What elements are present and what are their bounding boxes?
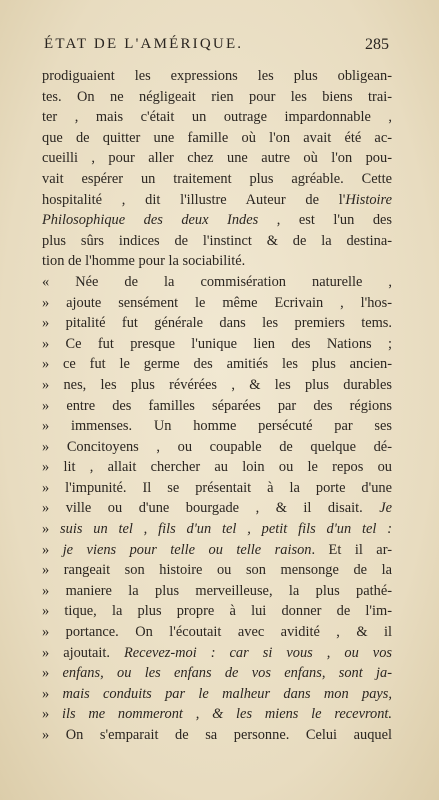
italic-segment: Recevez-moi : car si vous , ou vos [124, 644, 392, 661]
italic-segment: suis un tel , fils d'un tel , petit fils d'un tel : [60, 521, 392, 538]
text-line: » nes, les plus révérées , & les plus durables [42, 376, 392, 393]
text-line: » l'impunité. Il se présentait à la porte d'une [42, 479, 392, 496]
italic-segment: enfans, ou les enfans de vos enfans, sont ja- [62, 665, 392, 682]
italic-segment: ils me nommeront , & les miens le recevront. [61, 706, 392, 723]
text-line [42, 643, 392, 664]
text-segment: » ville ou d'une bourgade , & il disait. [42, 500, 380, 517]
italic-segment: je viens pour telle ou telle raison [62, 541, 312, 558]
text-segment: » [42, 706, 62, 723]
text-segment: » [42, 541, 63, 558]
text-segment: » [42, 521, 61, 538]
text-line: » portance. On l'écoutait avec avidité , & il [42, 624, 392, 641]
text-line [42, 540, 392, 561]
italic-segment: Histoire [345, 191, 392, 208]
text-segment: » [42, 665, 63, 682]
text-line: que de quitter une famille où l'on avait été ac- [42, 129, 392, 146]
text-line: prodiguaient les expressions les plus obligean- [42, 68, 392, 84]
text-line [42, 704, 392, 725]
text-line: tes. On ne négligeait rien pour les biens trai- [42, 88, 392, 105]
text-segment: » [42, 685, 63, 702]
text-line: vait espérer un traitement plus agréable. Cette [42, 170, 392, 187]
italic-segment: Philosophique des deux Indes [42, 212, 259, 229]
text-line: ter , mais c'était un outrage impardonnable , [42, 109, 392, 126]
text-line: » Concitoyens , ou coupable de quelque dé- [42, 438, 392, 455]
text-line: » immenses. Un homme persécuté par ses [42, 418, 392, 435]
running-head: ÉTAT DE L'AMÉRIQUE. [44, 36, 244, 52]
body-text [42, 66, 392, 746]
text-line [42, 684, 392, 705]
text-line: » maniere la plus merveilleuse, la plus pathé- [42, 582, 392, 599]
text-segment: , est l'un des [258, 212, 392, 229]
text-line [42, 663, 392, 684]
text-line: » ajoute sensément le même Ecrivain , l'hos- [42, 294, 392, 311]
text-line: » Ce fut presque l'unique lien des Nations ; [42, 335, 392, 352]
text-line [42, 190, 392, 211]
text-line: » entre des familles séparées par des régions [42, 397, 392, 414]
text-line: » On s'emparait de sa personne. Celui auquel [42, 727, 392, 743]
text-line: » pitalité fut générale dans les premiers tems. [42, 315, 392, 332]
page-number: 285 [365, 36, 389, 53]
text-segment: . Et il ar- [311, 541, 392, 558]
text-segment: hospitalité , dit l'illustre Auteur de l' [42, 191, 346, 208]
text-line: » ce fut le germe des amitiés les plus ancien- [42, 356, 392, 373]
italic-segment: mais conduits par le malheur dans mon pays, [62, 685, 392, 702]
italic-segment: Je [379, 500, 392, 517]
page-header [0, 36, 439, 62]
text-line: » tique, la plus propre à lui donner de l'im- [42, 603, 392, 620]
text-line: » lit , allait chercher au loin ou le repos ou [42, 459, 392, 476]
text-line: » rangeait son histoire ou son mensonge de la [42, 562, 392, 579]
text-line [42, 498, 392, 519]
text-line: plus sûrs indices de l'instinct & de la destina- [42, 232, 392, 249]
text-line: cueilli , pour aller chez une autre où l'on pou- [42, 150, 392, 167]
text-line: tion de l'homme pour la sociabilité. [42, 253, 246, 270]
text-line [42, 210, 392, 231]
text-line: « Née de la commisération naturelle , [42, 273, 392, 290]
text-line [42, 519, 392, 540]
text-segment: » ajoutait. [42, 644, 124, 661]
